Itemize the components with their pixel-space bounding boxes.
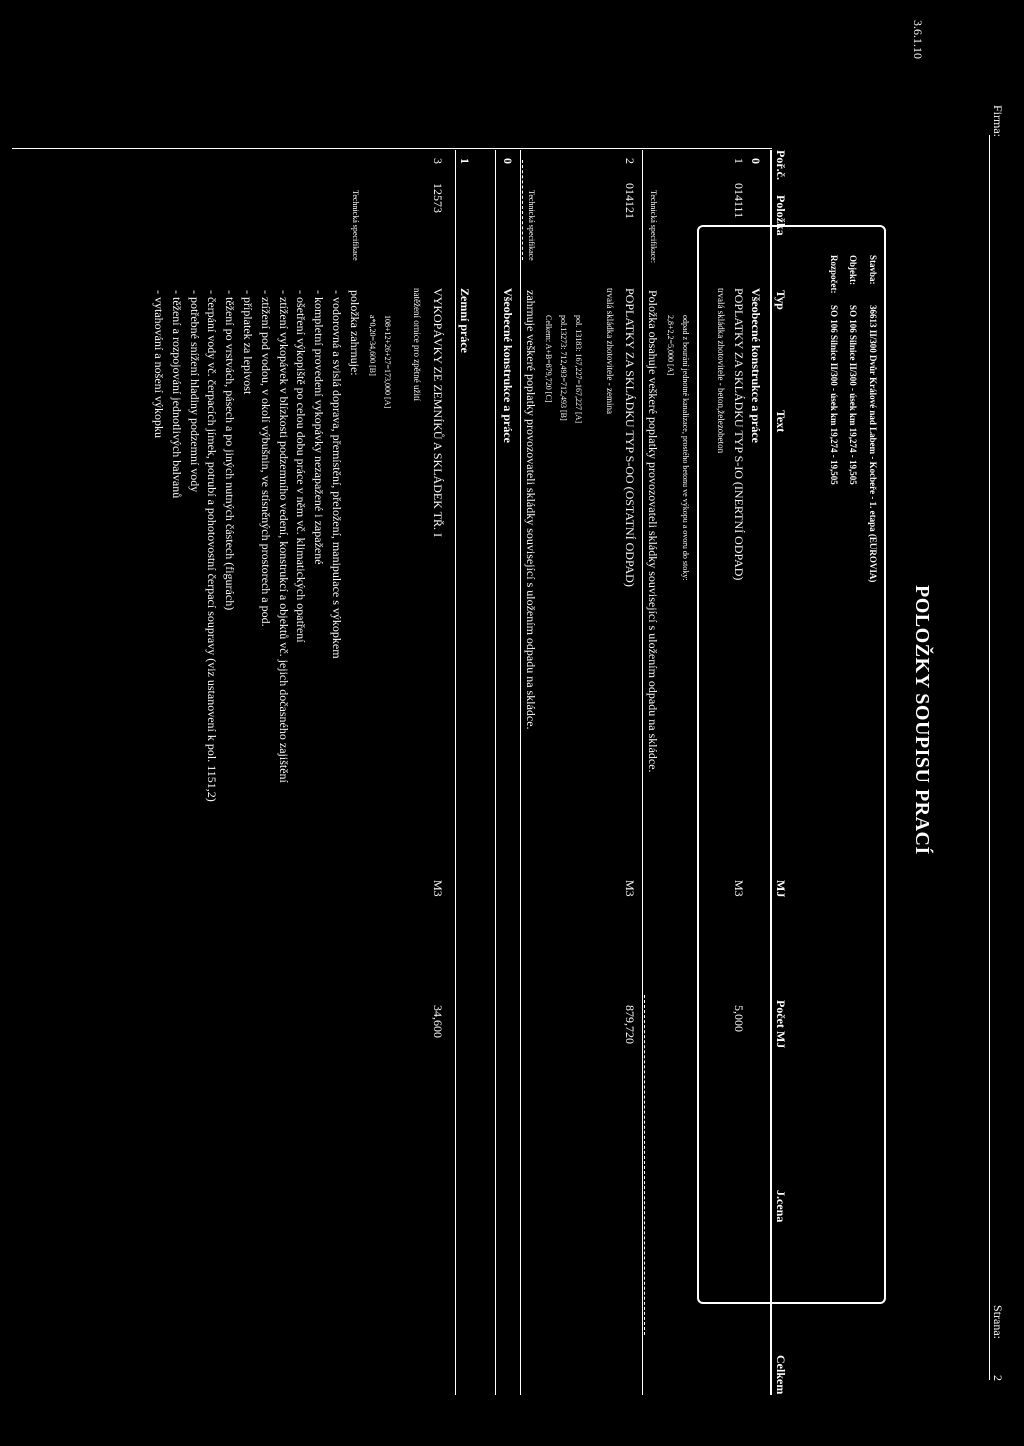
spec-bullet: - těžení po vrstvách, pásech a po jiných nutných částech (figurách): [223, 290, 238, 611]
item-1-code: 014111: [732, 183, 746, 219]
rozpocet-label: Rozpočet:: [829, 255, 839, 294]
item-1-calc: 2,8+2,2=5,000 [A]: [666, 315, 675, 376]
item-1-rule: [642, 150, 643, 1395]
spec-bullet: - kompletní provedení vykopávky nezapažené i zapažené: [312, 290, 327, 565]
rozpocet-value: SO 106 Silnice II/300 - úsek km 19,274 - 19,505: [829, 305, 839, 485]
item-2-number: 2: [623, 158, 637, 164]
item-1-text: POPLATKY ZA SKLÁDKU TYP S-IO (INERTNÍ ODPAD): [732, 288, 746, 581]
spec-bullet: - ztížení pod vodou, v okolí výbušnin, ve stísněných prostorech a pod.: [258, 290, 273, 627]
section-1-title: Zemní práce: [458, 288, 472, 353]
spec-bullet: - ošetření výkopiště po celou dobu práce v něm vč. klimatických opatření: [294, 290, 309, 643]
col-text: Text: [774, 410, 788, 433]
header-rule: [989, 135, 990, 1380]
spec-bullet: - těžení a rozpojování jednotlivých balvanů: [169, 290, 184, 499]
item-1-unit: M3: [732, 880, 746, 897]
item-1-note: odpad z bourání jednotné kanalizace, prostého betonu ve výkopu a ovoru do stoky:: [681, 315, 690, 581]
stavba-value: 36613 II/300 Dvůr Králové nad Labem - Kocbeře - 1. etapa (EUROVIA): [868, 305, 878, 583]
item-3-calc-1: 108+12+26+27=173,000 [A]: [383, 315, 392, 409]
item-1-spec-text: Položka obsahuje veškeré poplatky provozovateli skládky související s uložením odpadu na skládce.: [646, 290, 660, 773]
item-3-spec-text: položka zahrnuje:: [348, 290, 362, 376]
section-1-rule: [455, 150, 456, 1395]
spec-bullet: - ztížení vykopávek v blízkosti podzemního vedení, konstrukcí a objektů vč. jejich dočasného zajištění: [276, 290, 291, 783]
item-3-number: 3: [431, 158, 445, 164]
item-3-calc-2: a*0,20=34,600 [B]: [368, 315, 377, 376]
section-0-footer-number: 0: [501, 158, 515, 164]
section-1-number: 1: [458, 158, 472, 164]
item-1-subtext: trvalá skládka zhotovitele - beton,železobeton: [716, 288, 726, 454]
item-1-spec-label: Technická specifikace:: [649, 190, 658, 263]
item-3-subtext: natěžení ornice pro zpětné užití: [412, 288, 422, 401]
spec-bullet: - potřebné snížení hladiny podzemní vody: [187, 290, 202, 493]
item-2-spec-text: zahrnuje veškeré poplatky provozovateli skládky související s uložením odpadu na skládce.: [524, 290, 538, 730]
item-3-text: VYKOPÁVKY ZE ZEMNÍKŮ A SKLÁDEK TŘ. I: [431, 288, 445, 537]
col-porc: Poř.č.: [774, 150, 788, 180]
firma-label: Firma:: [991, 105, 1005, 137]
item-2-qty: 879,720: [623, 1005, 637, 1044]
print-date: 3.6.1.10: [911, 20, 925, 59]
spec-bullet: - vytahování a nošení výkopku: [152, 290, 166, 438]
col-jcena: J.cena: [774, 1190, 788, 1223]
item-3-code: 12573: [431, 183, 445, 213]
stavba-label: Stavba:: [868, 255, 878, 285]
col-mj: MJ: [774, 880, 788, 898]
column-header-rule: [770, 150, 772, 1395]
col-typ: Typ: [774, 290, 788, 310]
item-2-dash: [522, 160, 523, 260]
item-1-dash: [644, 995, 645, 1335]
col-celkem: Celkem: [774, 1355, 788, 1395]
col-pocet: Počet MJ: [774, 1000, 788, 1049]
section-0-number: 0: [749, 158, 763, 164]
left-border: [12, 148, 772, 149]
col-polozka: Položka: [774, 195, 788, 236]
item-1-number: 1: [732, 158, 746, 164]
item-2-code: 014121: [623, 183, 637, 219]
page-number: 2: [991, 1375, 1005, 1381]
spec-bullet: - příplatek za lepivost: [241, 290, 255, 395]
spec-bullet: - vodorovná a svislá doprava, přemístění, přeložení, manipulace s výkopkem: [330, 290, 344, 659]
item-2-text: POPLATKY ZA SKLÁDKU TYP S-OO (OSTATNÍ ODPAD): [623, 288, 637, 587]
item-1-qty: 5,000: [732, 1005, 746, 1032]
spec-bullet: - čerpání vody vč. čerpacích jímek, potrubí a pohotovostní čerpací soupravy (viz ustanovení k pol. 1151,2): [205, 290, 220, 802]
section-0-footer-rule: [495, 150, 496, 1395]
section-0-title: Všeobecné konstrukce a práce: [749, 288, 763, 443]
item-2-spec-label: Technická specifikace: [527, 190, 536, 261]
objekt-label: Objekt:: [848, 255, 858, 285]
item-2-calc-3: Celkem: A+B=879,720 [C]: [544, 315, 553, 403]
item-2-subtext: trvalá skládka zhotovitele - zemina: [605, 288, 615, 414]
section-0-footer-title: Všeobecné konstrukce a práce: [501, 288, 515, 443]
item-2-calc-1: pol. 13183: 167,227=167,227 [A]: [574, 315, 583, 424]
item-2-calc-2: pol.13273: 712,493=712,493 [B]: [559, 315, 568, 421]
objekt-value: SO 106 Silnice II/300 - úsek km 19,274 - 19,505: [848, 305, 858, 485]
strana-label: Strana:: [991, 1305, 1005, 1339]
item-2-unit: M3: [623, 880, 637, 897]
item-3-qty: 34,600: [431, 1005, 445, 1038]
item-3-spec-label: Technická specifikace: [351, 190, 360, 261]
item-3-unit: M3: [431, 880, 445, 897]
item-2-rule: [520, 150, 521, 1395]
page-title: POLOŽKY SOUPISU PRACÍ: [911, 585, 933, 855]
